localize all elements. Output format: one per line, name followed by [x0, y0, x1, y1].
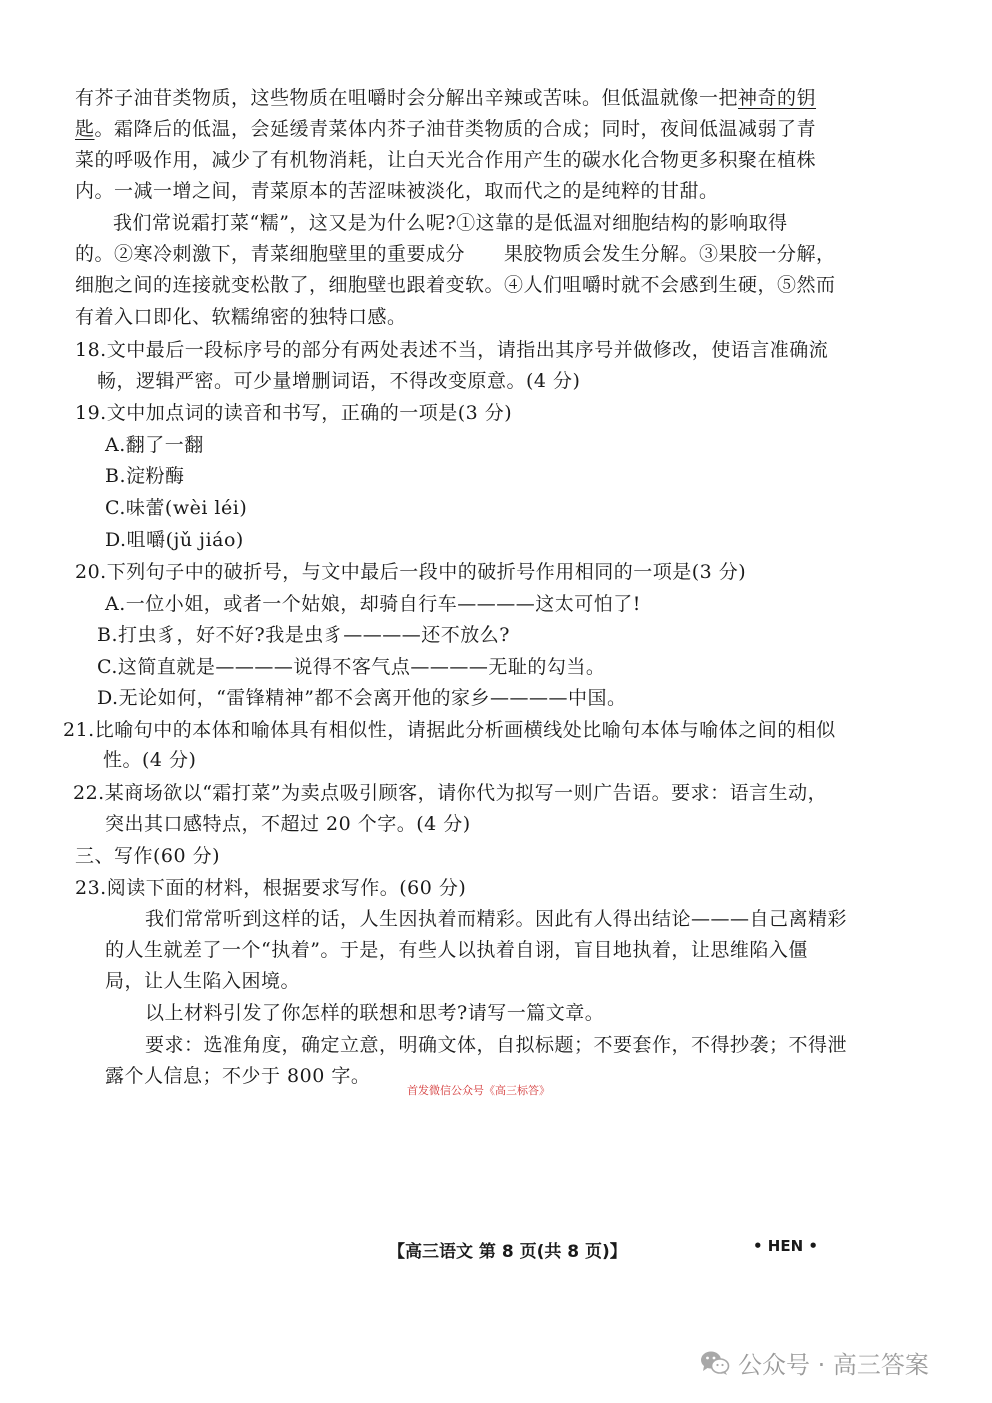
- text-line: 19.文中加点词的读音和书写，正确的一项是(3 分): [75, 402, 513, 424]
- text-line: 有着入口即化、软糯绵密的独特口感。: [75, 306, 407, 328]
- text-line: 局，让人生陷入困境。: [105, 970, 301, 992]
- wechat-icon: [700, 1350, 730, 1376]
- page-footer-title: 【高三语文 第 8 页(共 8 页)】: [388, 1242, 627, 1262]
- text-line: 三、写作(60 分): [75, 845, 221, 867]
- page-footer-code: • HEN •: [753, 1237, 818, 1255]
- text-line: 20.下列句子中的破折号，与文中最后一段中的破折号作用相同的一项是(3 分): [75, 561, 747, 583]
- text-line: 畅，逻辑严密。可少量增删词语，不得改变原意。(4 分): [97, 370, 581, 392]
- underlined-phrase: 匙: [75, 118, 95, 140]
- text-line: 的。②寒冷刺激下，青菜细胞壁里的重要成分 果胶物质会发生分解。③果胶一分解，: [75, 243, 836, 265]
- text-line: 有芥子油苷类物质，这些物质在咀嚼时会分解出辛辣或苦味。但低温就像一把神奇的钥: [75, 87, 817, 109]
- text-line: 我们常常听到这样的话，人生因执着而精彩。因此有人得出结论———自己离精彩: [145, 908, 848, 930]
- text-line: 细胞之间的连接就变松散了，细胞壁也跟着变软。④人们咀嚼时就不会感到生硬，⑤然而: [75, 274, 836, 296]
- text-line: 突出其口感特点，不超过 20 个字。(4 分): [105, 813, 471, 835]
- text-line: 菜的呼吸作用，减少了有机物消耗，让白天光合作用产生的碳水化合物更多积聚在植株: [75, 149, 817, 171]
- text-line: 23.阅读下面的材料，根据要求写作。(60 分): [75, 877, 467, 899]
- text-line: 以上材料引发了你怎样的联想和思考?请写一篇文章。: [145, 1002, 605, 1024]
- text-line: 内。一减一增之间，青菜原本的苦涩味被淡化，取而代之的是纯粹的甘甜。: [75, 180, 719, 202]
- text-line: B.淀粉酶: [105, 465, 185, 487]
- text-line: 要求：选准角度，确定立意，明确文体，自拟标题；不要套作，不得抄袭；不得泄: [145, 1034, 848, 1056]
- text-line: 我们常说霜打菜“糯”，这又是为什么呢?①这靠的是低温对细胞结构的影响取得: [113, 212, 788, 234]
- text-line: B.打虫豸，好不好?我是虫豸————还不放么?: [97, 624, 510, 646]
- text-line: A.一位小姐，或者一个姑娘，却骑自行车————这太可怕了!: [105, 593, 641, 615]
- wechat-account-badge[interactable]: [700, 1345, 929, 1380]
- text-line: C.这简直就是————说得不客气点————无耻的勾当。: [97, 656, 606, 678]
- text-line: A.翻了一翻: [105, 434, 204, 456]
- source-watermark: 首发微信公众号《高三标答》: [407, 1084, 550, 1097]
- text-line: 匙。霜降后的低温，会延缓青菜体内芥子油苷类物质的合成；同时，夜间低温减弱了青: [75, 118, 817, 140]
- text-line: 21.比喻句中的本体和喻体具有相似性，请据此分析画横线处比喻句本体与喻体之间的相似: [63, 719, 836, 741]
- text-line: D.咀嚼(jǔ jiáo): [105, 529, 244, 551]
- text-line: 的人生就差了一个“执着”。于是，有些人以执着自诩，盲目地执着，让思维陷入僵: [105, 939, 808, 961]
- text-line: 露个人信息；不少于 800 字。: [105, 1065, 371, 1087]
- wechat-account-label: 公众号 · 高三答案: [738, 1351, 929, 1379]
- text-line: 22.某商场欲以“霜打菜”为卖点吸引顾客，请你代为拟写一则广告语。要求：语言生动，: [73, 782, 828, 804]
- text-line: D.无论如何，“雷锋精神”都不会离开他的家乡————中国。: [97, 687, 627, 709]
- underlined-phrase: 神奇的钥: [738, 87, 817, 109]
- text-line: 性。(4 分): [103, 749, 197, 771]
- text-line: C.味蕾(wèi léi): [105, 497, 248, 519]
- text-line: 18.文中最后一段标序号的部分有两处表述不当，请指出其序号并做修改，使语言准确流: [75, 339, 829, 361]
